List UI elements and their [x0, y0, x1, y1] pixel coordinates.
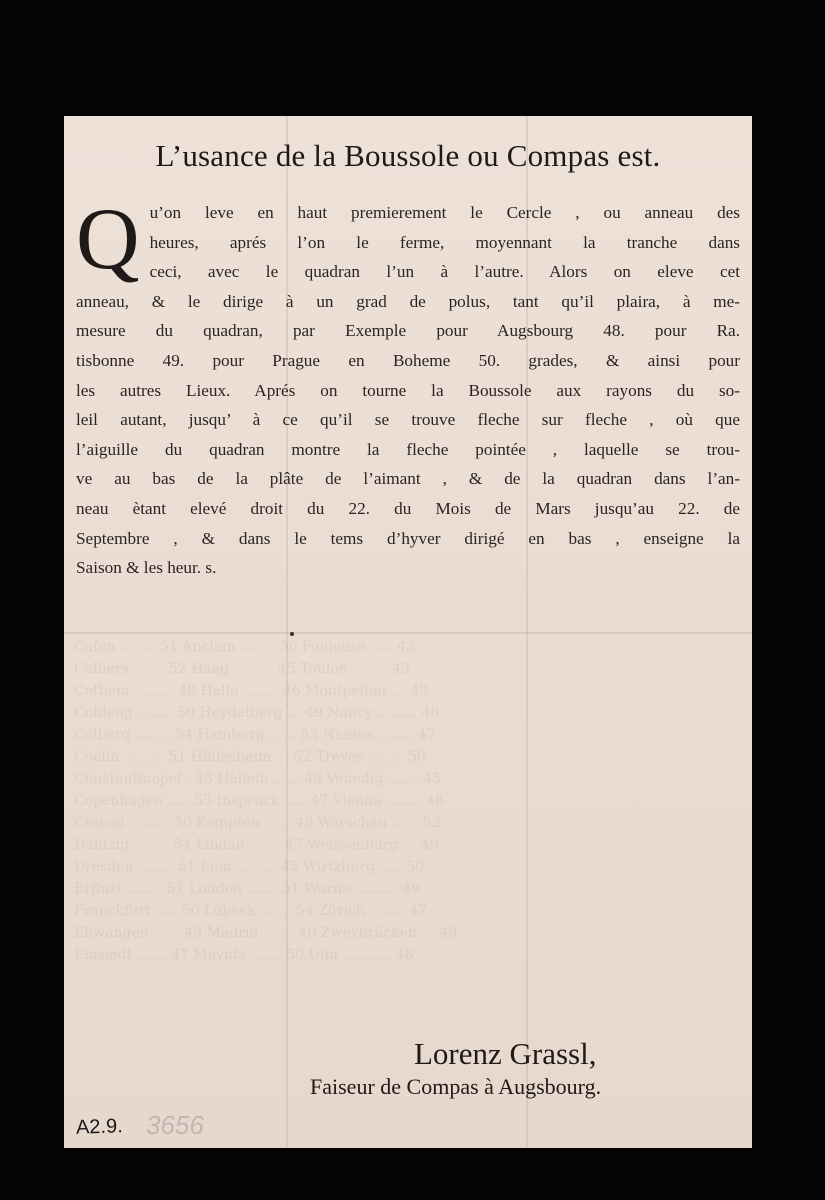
document-sheet	[64, 116, 752, 1148]
body-line-9: l’aiguille du quadran montre la fleche pointée , laquelle se trou-	[76, 439, 740, 459]
signature-name: Lorenz Grassl,	[414, 1036, 597, 1071]
ornament-dot	[290, 632, 294, 636]
body-line-11: neau ètant elevé droit du 22. du Mois de Mars jusqu’au 22. de	[76, 498, 740, 518]
body-line-7: les autres Lieux. Aprés on tourne la Boussole aux rayons du so-	[76, 380, 740, 400]
bleed-through-text: Cafen ........ 51 Anclam ........ 50 Foulouse ..... 43 Calliers ....... 52 Haag ......... 45 Toulon ........ 43 Cothem ......... 48 Halle ........ 46 Montpellier ... 43 Cobleng ........ 50 Heydelberg ... 49 Nancy ......... 48 Colberg ........ 54 Hamburg ...... 53 Nantes ........ 47 Coelln ......... 51 Hildesheim ... 52 Treves ........ 50 Constantinopel . 43 Hallein ...... 48 Venedig ....... 45 Copenhagen ..... 55 Inspruck ..... 47 Vienna ........ 48 Cracau ......... 50 Kempten ...... 48 Warschau ...... 52 Dantzig ........ 54 Lindau ....... 47 Weissenburg ... 49 Dresden ........ 51 Lion ......... 45 Wirtzburg ..... 50 Erffurt ........ 51 London ....... 51 Worms ......... 49 Franckfurt ..... 50 Lübeck ....... 54 Zürich ........ 47 Ellwangen ...... 49 Madrid ....... 40 Zweybrücken ... 49 Einsiedl ....... 47 Mayntz ....... 50 Ulm ........... 48	[74, 639, 458, 963]
body-line-10: ve au bas de la plâte de l’aimant , & de la quadran dans l’an-	[76, 469, 740, 489]
document-title: L’usance de la Boussole ou Compas est.	[155, 138, 661, 173]
accession-number: 3656	[146, 1110, 204, 1140]
fold-line-horizontal	[64, 632, 752, 634]
signature-role: Faiseur de Compas à Augsbourg.	[310, 1074, 602, 1099]
body-line-2: heures, aprés l’on le ferme, moyennant la tranche dans	[149, 232, 740, 252]
body-line-3: ceci, avec le quadran l’un à l’autre. Alors on eleve cet	[149, 262, 740, 282]
body-line-12: Septembre , & dans le tems d’hyver dirigé en bas , enseigne la	[76, 528, 740, 548]
archive-mark: A2.9.	[75, 1115, 124, 1139]
body-line-1: u’on leve en haut premierement le Cercle , ou anneau des	[149, 203, 740, 222]
body-line-13: Saison & les heur. s.	[76, 558, 217, 578]
drop-cap-letter: Q	[76, 191, 140, 288]
body-line-6: tisbonne 49. pour Prague en Boheme 50. grades, & ainsi pour	[76, 350, 740, 370]
body-line-4: anneau, & le dirige à un grad de polus, tant qu’il plaira, à me-	[76, 291, 740, 311]
body-line-8: leil autant, jusqu’ à ce qu’il se trouve fleche sur fleche , où que	[76, 410, 740, 430]
document-body	[76, 191, 740, 583]
body-line-5: mesure du quadran, par Exemple pour Augsbourg 48. pour Ra.	[76, 321, 740, 341]
